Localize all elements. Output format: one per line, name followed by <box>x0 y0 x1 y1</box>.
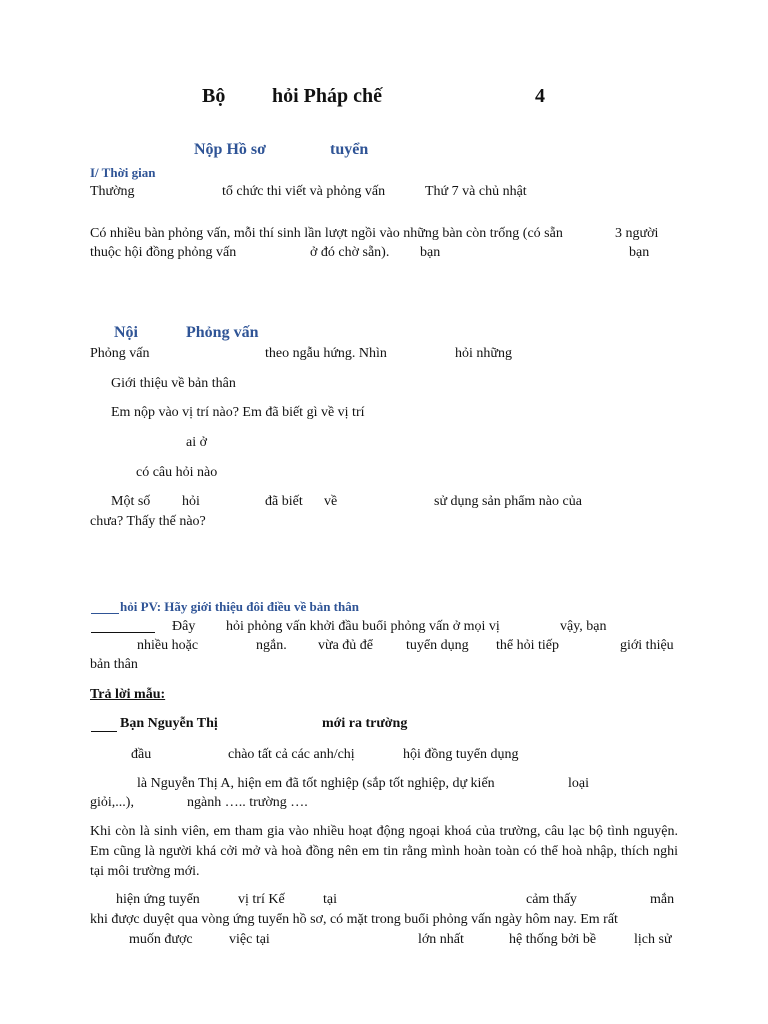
content-line1-a: Phỏng vấn <box>90 346 150 361</box>
doc-title-part1: Bộ <box>202 85 226 107</box>
content-item-2: Em nộp vào vị trí nào? Em đã biết gì về vị trí <box>111 405 365 420</box>
time-heading: I/ Thời gian <box>90 165 156 180</box>
content-item-5-e: sử dụng sản phẩm nào của <box>434 494 582 509</box>
time-line1-a: Thường <box>90 184 135 199</box>
answer-line4-a: hiện ứng tuyển <box>116 892 200 907</box>
doc-title-part3: 4 <box>535 85 545 107</box>
content-heading-a: Nội <box>114 324 138 341</box>
answer-line3-b: ngành ….. trường …. <box>187 795 308 810</box>
question-1-line2-e: thể hỏi tiếp <box>496 638 559 653</box>
answer-line1-a: đầu <box>131 747 152 762</box>
question-1-line2-f: giới thiệu <box>620 638 674 653</box>
answer-line4-d: cảm thấy <box>526 892 577 907</box>
content-line1-c: hỏi những <box>455 346 512 361</box>
answer-line1-b: chào tất cả các anh/chị <box>228 747 355 762</box>
section-submit-heading-b: tuyển <box>330 141 369 158</box>
doc-title-part2: hỏi Pháp chế <box>272 85 383 107</box>
content-line1-b: theo ngẫu hứng. Nhìn <box>265 346 387 361</box>
question-1-line1-c: vậy, bạn <box>560 619 607 634</box>
question-1-line2-d: tuyển dụng <box>406 638 469 653</box>
section-submit-heading-a: Nộp Hồ sơ <box>194 141 266 158</box>
candidate-blank <box>91 731 117 732</box>
content-item-4: có câu hỏi nào <box>136 465 218 480</box>
content-item-5-d: về <box>324 494 338 509</box>
candidate-name: Bạn Nguyễn Thị <box>120 716 218 731</box>
question-1-heading: hỏi PV: Hãy giới thiệu đôi điều về bản thân <box>120 599 359 614</box>
answer-line2-b: loại <box>568 776 589 791</box>
answer-line4-b: vị trí Kế <box>238 892 285 907</box>
answer-line3-a: giỏi,...), <box>90 795 134 810</box>
question-1-line2-b: ngắn. <box>256 638 287 653</box>
answer-line5: khi được duyệt qua vòng ứng tuyển hồ sơ, có mặt trong buổi phỏng vấn ngày hôm nay. Em rất <box>90 912 618 927</box>
question-1-line1-a: Đây <box>172 619 196 634</box>
candidate-status: mới ra trường <box>322 716 408 731</box>
answer-line4-e: mắn <box>650 892 675 907</box>
question-number-blank <box>91 613 119 614</box>
time-line2: Có nhiều bàn phỏng vấn, mỗi thí sinh lần lượt ngồi vào những bàn còn trống (có sẵn <box>90 226 563 241</box>
time-line3-a: thuộc hội đồng phỏng vấn <box>90 245 237 260</box>
time-line1-b: tổ chức thi viết và phỏng vấn <box>222 184 386 199</box>
time-line2-b: 3 người <box>615 226 659 241</box>
answer-line4-c: tại <box>323 892 337 907</box>
content-item-5-f: chưa? Thấy thế nào? <box>90 514 206 529</box>
content-item-5-b: hỏi <box>182 494 200 509</box>
content-item-5-a: Một số <box>111 494 151 509</box>
answer-paragraph-1: Khi còn là sinh viên, em tham gia vào nhiều hoạt động ngoại khoá của trường, câu lạc bộ tình nguyện. Em cũng là người khá cởi mở và hoà đồng nên em tin rằng mình hoàn toàn có thể hoà nhập, thích nghi tại môi trường mới. <box>90 824 678 879</box>
time-line3-b: ở đó chờ sẵn). <box>310 245 390 260</box>
time-line3-d: bạn <box>629 245 650 260</box>
question-1-line2-c: vừa đủ để <box>318 638 374 653</box>
question-1-line2-a: nhiều hoặc <box>137 638 199 653</box>
answer-line2-a: là Nguyễn Thị A, hiện em đã tốt nghiệp (sắp tốt nghiệp, dự kiến <box>137 776 495 791</box>
answer-line6-c: lớn nhất <box>418 932 464 947</box>
content-item-1: Giới thiệu về bản thân <box>111 376 236 391</box>
answer-line6-b: việc tại <box>229 932 270 947</box>
time-line1-c: Thứ 7 và chủ nhật <box>425 184 527 199</box>
content-item-3: ai ở <box>186 435 208 450</box>
content-heading-b: Phỏng vấn <box>186 324 259 341</box>
content-item-5-c: đã biết <box>265 494 303 509</box>
answer-line1-c: hội đồng tuyển dụng <box>403 747 519 762</box>
answer-line6-a: muốn được <box>129 932 193 947</box>
answer-line6-d: hệ thống bởi bề <box>509 932 597 947</box>
question-1-line3: bản thân <box>90 657 138 672</box>
answer-line6-e: lịch sử <box>634 932 672 947</box>
time-line3-c: bạn <box>420 245 441 260</box>
answer-blank-1 <box>91 632 155 633</box>
question-1-line1-b: hỏi phỏng vấn khởi đầu buổi phỏng vấn ở mọi vị <box>226 619 500 634</box>
sample-answer-label: Trả lời mẫu: <box>90 687 166 702</box>
